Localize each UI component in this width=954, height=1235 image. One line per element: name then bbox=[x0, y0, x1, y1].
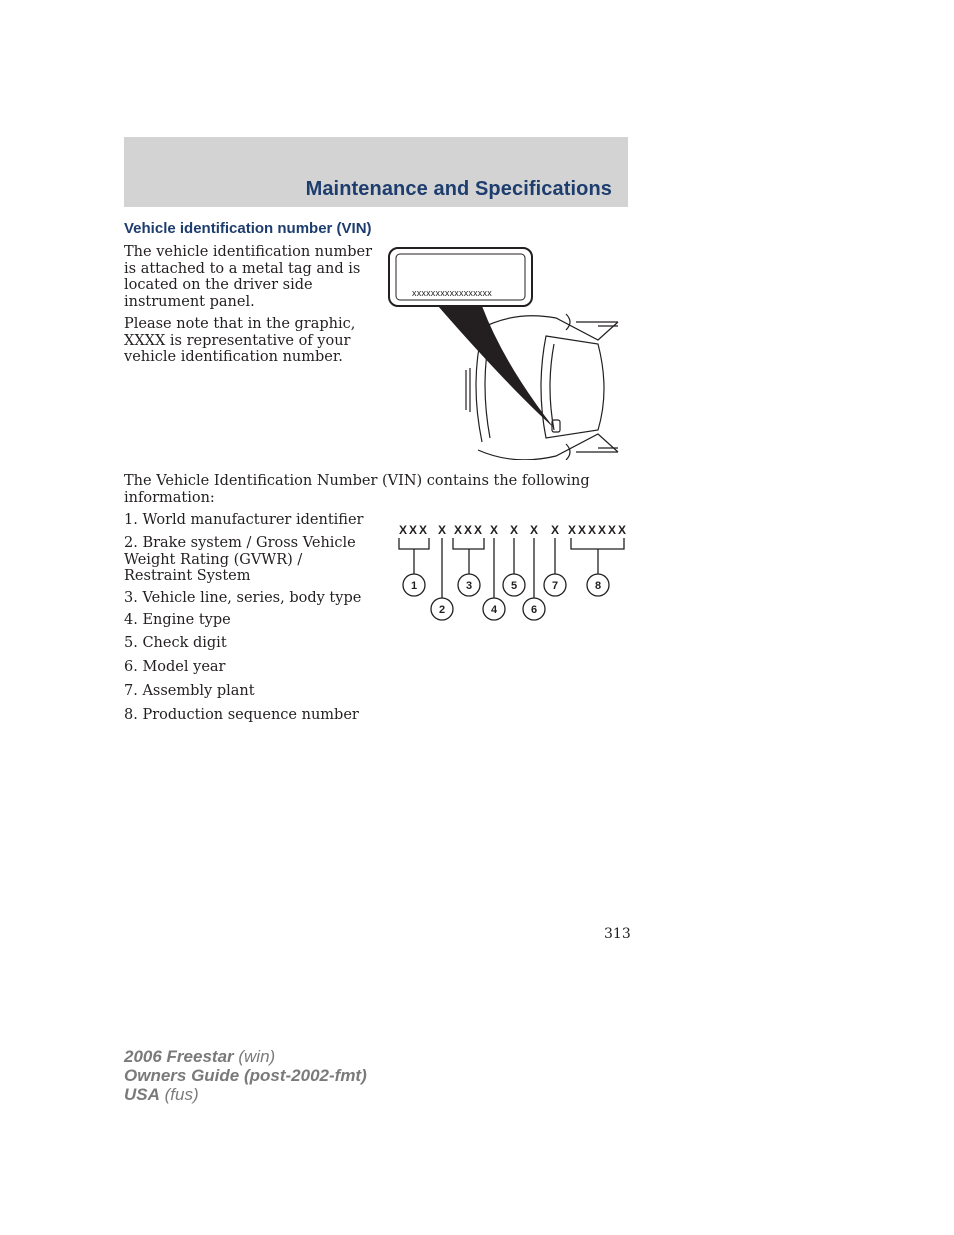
callout-number: 2 bbox=[438, 604, 446, 616]
vin-graphic-note-paragraph: Please note that in the graphic, XXXX is representative of your vehicle identification number. bbox=[124, 316, 356, 365]
footer-document-info bbox=[124, 1047, 367, 1104]
callout-number: 3 bbox=[465, 580, 473, 592]
callout-circles bbox=[403, 574, 609, 620]
vin-location-paragraph: The vehicle identification number is attached to a metal tag and is located on the driver side instrument panel. bbox=[124, 244, 373, 310]
footer-market-code: (fus) bbox=[159, 1085, 199, 1104]
list-item: 5. Check digit bbox=[124, 635, 227, 651]
footer-line-1 bbox=[124, 1047, 367, 1066]
callout-number: 4 bbox=[490, 604, 498, 616]
header-band bbox=[124, 137, 628, 207]
callout-number: 5 bbox=[510, 580, 518, 592]
vin-segment: X bbox=[550, 523, 560, 537]
page-number: 313 bbox=[604, 926, 631, 942]
list-item: 3. Vehicle line, series, body type bbox=[124, 590, 362, 606]
callout-number: 7 bbox=[551, 580, 559, 592]
page-title: Maintenance and Specifications bbox=[305, 178, 612, 200]
vin-contents-intro: The Vehicle Identification Number (VIN) contains the following information: bbox=[124, 473, 590, 506]
vin-tag-text: xxxxxxxxxxxxxxxxx bbox=[412, 288, 492, 298]
vin-segment: X bbox=[489, 523, 499, 537]
leader-wedge bbox=[438, 306, 554, 428]
footer-model-code: (win) bbox=[233, 1047, 276, 1066]
vin-segment: X bbox=[509, 523, 519, 537]
list-item: 4. Engine type bbox=[124, 612, 231, 628]
list-item: 2. Brake system / Gross Vehicle Weight Rating (GVWR) / Restraint System bbox=[124, 535, 356, 584]
callout-number: 1 bbox=[410, 580, 418, 592]
list-item: 7. Assembly plant bbox=[124, 683, 255, 699]
footer-market: USA bbox=[124, 1085, 160, 1104]
vin-segment: XXX bbox=[453, 523, 485, 537]
list-item: 1. World manufacturer identifier bbox=[124, 512, 364, 528]
vin-breakdown-diagram bbox=[396, 518, 628, 624]
callout-number: 8 bbox=[594, 580, 602, 592]
vin-segment: XXX bbox=[398, 523, 430, 537]
footer-line-3 bbox=[124, 1085, 367, 1104]
vin-segment: XXXXXX bbox=[567, 523, 628, 537]
list-item: 8. Production sequence number bbox=[124, 707, 359, 723]
section-heading: Vehicle identification number (VIN) bbox=[124, 220, 372, 237]
callout-number: 6 bbox=[530, 604, 538, 616]
footer-model: 2006 Freestar bbox=[124, 1047, 234, 1066]
vin-segment: X bbox=[437, 523, 447, 537]
footer-guide: Owners Guide (post-2002-fmt) bbox=[124, 1066, 367, 1085]
vin-segment: X bbox=[529, 523, 539, 537]
vin-tag-location-diagram bbox=[386, 244, 621, 460]
list-item: 6. Model year bbox=[124, 659, 226, 675]
footer-line-2 bbox=[124, 1066, 367, 1085]
